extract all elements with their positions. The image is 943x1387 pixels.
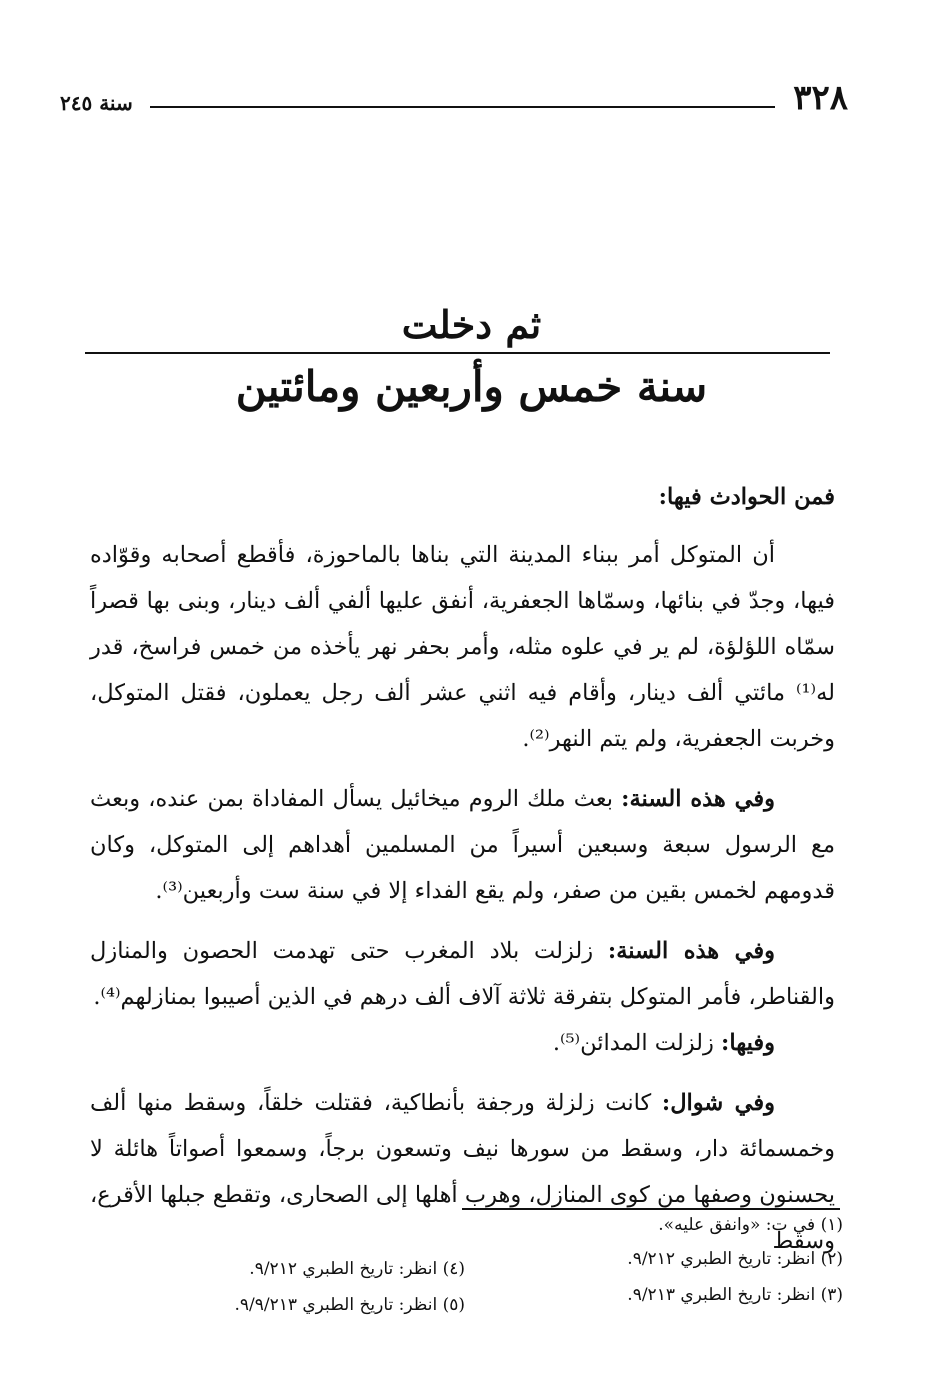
footnote-4: (٤) انظر: تاريخ الطبري ٩/٢١٢. [249,1259,465,1279]
paragraph-2 [90,776,835,914]
page-number: ٣٢٨ [793,78,848,118]
footnote-5: (٥) انظر: تاريخ الطبري ٩/٩/٢١٣. [234,1295,465,1315]
body-text [90,474,835,1264]
paragraph-5-lead: وفي شوال: [661,1090,776,1116]
footnote-2: (٢) انظر: تاريخ الطبري ٩/٢١٢. [627,1249,843,1269]
header-rule [150,106,775,108]
paragraph-3-lead: وفي هذه السنة: [607,938,775,964]
running-title: سنة ٢٤٥ [60,91,133,115]
chapter-heading-prefix: ثم دخلت [401,302,542,347]
intro-line: فمن الحوادث فيها: [658,484,835,510]
heading-rule [85,352,830,354]
paragraph-4-lead: وفيها: [721,1030,775,1056]
paragraph-1: أن المتوكل أمر ببناء المدينة التي بناها بالماحوزة، فأقطع أصحابه وقوّاده فيها، وجدّ في بنائها، وسمّاها الجعفرية، أنفق عليها ألفي ألف دينار، وبنى بها قصراً سمّاه اللؤلؤة، لم ير في علوه مثله، وأمر بحفر نهر يأخذه من خمس فراسخ، قدر له⁽¹⁾ مائتي ألف دينار، وأقام فيه اثني عشر ألف رجل يعملون، فقتل المتوكل، وخربت الجعفرية، ولم يتم النهر⁽²⁾. [90,542,835,752]
paragraph-4 [90,1020,835,1066]
footnote-1: (١) في ت: «وانفق عليه». [658,1215,843,1235]
chapter-heading-title: سنة خمس وأربعين ومائتين [235,362,708,411]
paragraph-2-text: بعث ملك الروم ميخائيل يسأل المفاداة بمن عنده، وبعث مع الرسول سبعة وسبعين أسيراً من المسلمين أهداهم إلى المتوكل، وكان قدومهم لخمس بقين من صفر، ولم يقع الفداء إلا في سنة ست وأربعين⁽³⁾. [90,786,835,904]
footnote-3: (٣) انظر: تاريخ الطبري ٩/٢١٣. [627,1285,843,1305]
paragraph-3-text: زلزلت بلاد المغرب حتى تهدمت الحصون والمنازل والقناطر، فأمر المتوكل بتفرقة ثلاثة آلاف ألف درهم في الذين أصيبوا بمنازلهم⁽⁴⁾. [90,938,835,1010]
paragraph-3 [90,928,835,1020]
paragraph-2-lead: وفي هذه السنة: [621,786,775,812]
paragraph-5-text: كانت زلزلة ورجفة بأنطاكية، فقتلت خلقاً، وسقط منها ألف وخمسمائة دار، وسقط من سورها نيف وتسعون برجاً، وسمعوا أصواتاً هائلة لا يحسنون وصفها من كوى المنازل، وهرب أهلها إلى الصحارى، وتقطع جبلها الأقرع، وسقط [90,1090,835,1254]
footnote-rule [462,1208,840,1210]
paragraph-4-text: زلزلت المدائن⁽⁵⁾. [552,1030,714,1056]
